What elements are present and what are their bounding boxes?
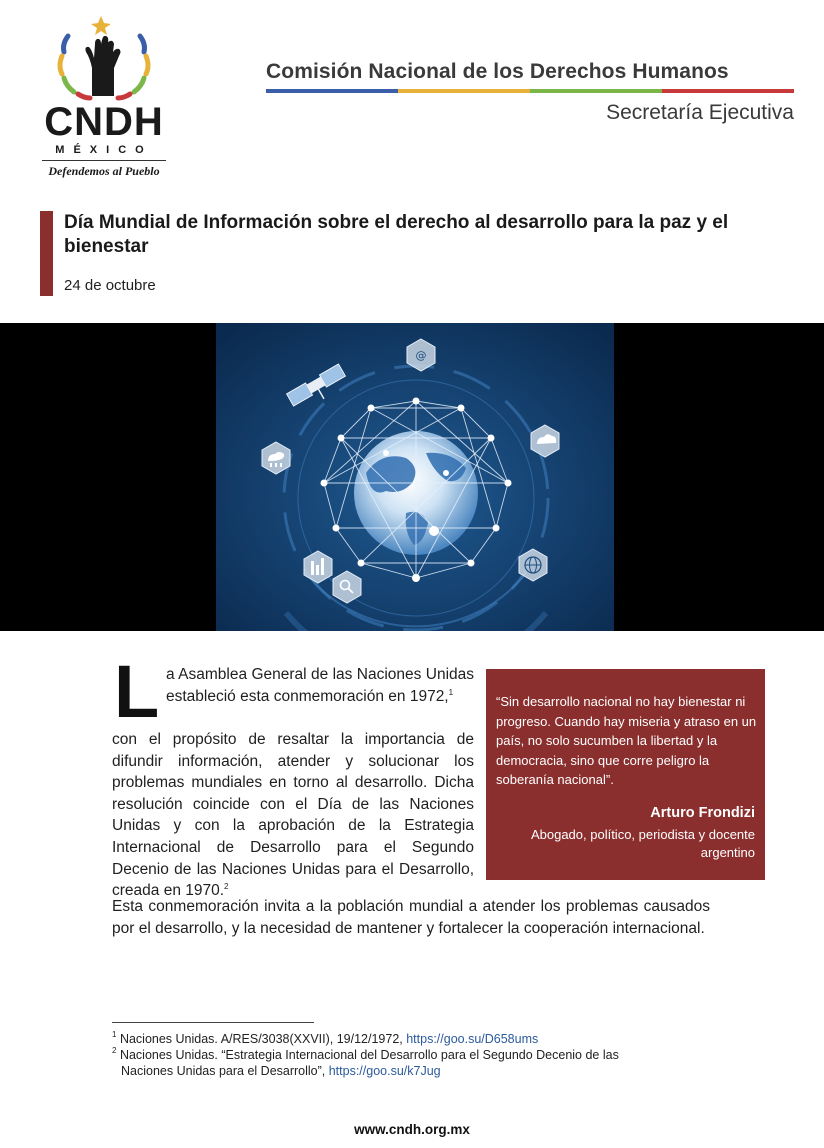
footnote-ref-1: 1 bbox=[448, 687, 454, 697]
quote-author-role: Abogado, político, periodista y docente argentino bbox=[530, 827, 755, 860]
page-title: Día Mundial de Información sobre el derecho al desarrollo para la paz y el bienestar bbox=[64, 212, 729, 257]
logo-country: MÉXICO bbox=[55, 144, 153, 156]
intro-paragraph-first-lines bbox=[166, 664, 474, 707]
second-paragraph: Esta conmemoración invita a la población mundial a atender los problemas causados por el desarrollo, y la necesidad de mantener y fortalecer la cooperación internacional. bbox=[112, 898, 710, 937]
footnote-2 bbox=[112, 1047, 712, 1079]
department-name: Secretaría Ejecutiva bbox=[606, 101, 794, 124]
quote-author: Arturo Frondizi bbox=[650, 805, 755, 821]
footnote-text: Naciones Unidas. “Estrategia Internacional del Desarrollo para el Segundo Decenio de las bbox=[119, 1048, 619, 1062]
organization-name: Comisión Nacional de los Derechos Humanos bbox=[266, 60, 729, 83]
cndh-logo bbox=[34, 14, 174, 184]
color-bar-segment bbox=[662, 89, 794, 93]
footnote-1 bbox=[112, 1031, 712, 1047]
color-bar-segment bbox=[530, 89, 662, 93]
intro-paragraph-text: a Asamblea General de las Naciones Unidas estableció esta conmemoración en 1972, bbox=[166, 666, 474, 705]
color-bar-segment bbox=[266, 89, 398, 93]
footnote-text-line-2 bbox=[112, 1063, 712, 1079]
globe-network-satellite-illustration-icon bbox=[216, 323, 614, 631]
intro-paragraph-continued-text: con el propósito de resaltar la importancia de difundir información, atender y solucionar los problemas mundiales en torno al desarrollo. Dicha resolución coincide con el Día de las Naciones Unidas y con la aprobación de la Estrategia Internacional de Desarrollo para el Segundo Decenio de las Naciones Unidas para el Desarrollo, creada en 1970. bbox=[112, 731, 474, 900]
drop-cap-letter: L bbox=[114, 650, 160, 733]
logo-divider bbox=[42, 160, 166, 161]
footnote-ref-2: 2 bbox=[224, 882, 229, 892]
footnote-link-2[interactable]: https://goo.su/k7Jug bbox=[328, 1064, 441, 1078]
raised-hand-laurel-emblem-icon bbox=[34, 14, 174, 104]
footnote-number: 2 bbox=[112, 1046, 117, 1055]
header-color-bar bbox=[266, 89, 794, 93]
quote-box bbox=[486, 669, 765, 880]
svg-text:@: @ bbox=[415, 349, 427, 362]
footnote-text-continued: Naciones Unidas para el Desarrollo”, bbox=[121, 1064, 329, 1078]
footnote-text: Naciones Unidas. A/RES/3038(XXVII), 19/12/1972, bbox=[119, 1032, 407, 1046]
logo-motto: Defendemos al Pueblo bbox=[48, 164, 160, 178]
logo-acronym: CNDH bbox=[44, 100, 164, 144]
title-accent-bar bbox=[40, 211, 53, 296]
observance-date: 24 de octubre bbox=[64, 277, 156, 294]
quote-text: “Sin desarrollo nacional no hay bienestar ni progreso. Cuando hay miseria y atraso en un país, no solo sucumben la libertad y la democracia, sino que corre peligro la soberanía nacional”. bbox=[496, 694, 757, 787]
hero-image bbox=[0, 323, 824, 631]
intro-paragraph-continuation bbox=[112, 729, 474, 902]
footnote-link-1[interactable]: https://goo.su/D658ums bbox=[406, 1032, 539, 1046]
footer-website-url[interactable]: www.cndh.org.mx bbox=[354, 1122, 470, 1137]
color-bar-segment bbox=[398, 89, 530, 93]
footnote-number: 1 bbox=[112, 1030, 117, 1039]
footnote-divider bbox=[112, 1022, 314, 1023]
